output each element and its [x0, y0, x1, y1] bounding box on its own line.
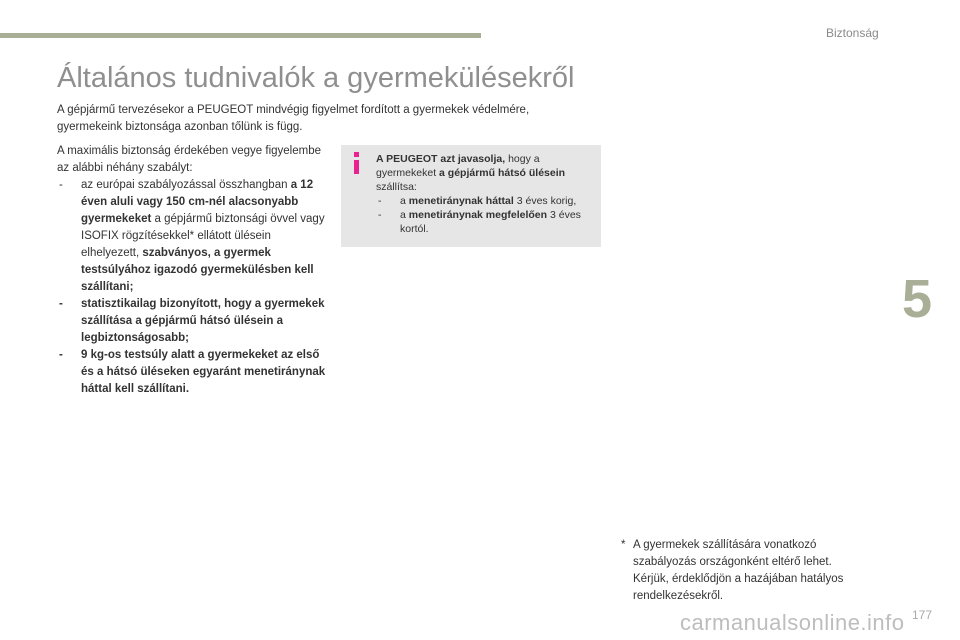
- chapter-number: 5: [902, 269, 933, 329]
- info-bold: a gépjármű hátsó ülésein: [439, 167, 566, 179]
- footnote-star: *: [621, 539, 626, 551]
- info-text-span: a: [400, 209, 406, 221]
- intro-paragraph: A gépjármű tervezésekor a PEUGEOT mindvégig figyelmet fordított a gyermekek védelmére, gyermekeink biztonsága azonban tőlünk is függ.: [57, 104, 530, 133]
- rule-item: [57, 347, 332, 398]
- watermark: carmanualsonline.info: [680, 610, 905, 635]
- page-number: 177: [912, 608, 933, 622]
- info-list-item: [376, 208, 598, 236]
- info-dash: -: [378, 195, 382, 207]
- info-text-span: 3 éves korig,: [516, 195, 577, 207]
- rule-item: [57, 177, 332, 296]
- info-text: [376, 152, 598, 236]
- top-accent-bar: [0, 33, 481, 38]
- footnote-text: A gyermekek szállítására vonatkozó szabályozás országonként eltérő lehet. Kérjük, érdeklődjön a hazájában hatályos rendelkezésekről.: [633, 539, 844, 602]
- rule-text-bold: statisztikailag bizonyított, hogy a gyermekek szállítása a gépjármű hátsó ülésein a legbiztonságosabb;: [81, 298, 325, 344]
- section-label: Biztonság: [826, 26, 879, 40]
- rule-dash: -: [59, 349, 63, 361]
- rule-text-bold: szabványos, a gyermek testsúlyához igazodó gyermekülésben kell szállítani;: [81, 247, 314, 293]
- rule-text-bold: 9 kg-os testsúly alatt a gyermekeket az első és a hátsó üléseken egyaránt menetiránynak háttal kell szállítani.: [81, 349, 326, 395]
- info-text-span: szállítsa:: [376, 181, 417, 193]
- rules-lead: A maximális biztonság érdekében vegye figyelembe az alábbi néhány szabályt:: [57, 145, 322, 174]
- info-dash: -: [378, 209, 382, 221]
- page-title: Általános tudnivalók a gyermekülésekről: [57, 62, 575, 94]
- rule-text: a gépjármű biztonsági övvel vagy ISOFIX rögzítésekkel* ellátott ülésein elhelyezett,: [81, 213, 325, 259]
- rule-text: az európai szabályozással összhangban: [81, 179, 288, 191]
- info-text-span: hogy a gyermekeket: [376, 153, 540, 179]
- info-bold: A PEUGEOT azt javasolja,: [376, 153, 506, 165]
- info-box: [341, 145, 601, 247]
- info-icon: [350, 152, 363, 174]
- info-text-span: 3 éves kortól.: [400, 209, 581, 235]
- info-text-span: a: [400, 195, 406, 207]
- info-list-item: [376, 194, 598, 208]
- safety-rules: [57, 143, 332, 398]
- footnote: [621, 537, 866, 605]
- rule-dash: -: [59, 179, 63, 191]
- info-paragraph: [376, 152, 598, 194]
- info-bold: menetiránynak háttal: [408, 195, 514, 207]
- rule-item: [57, 296, 332, 347]
- rule-text-bold: a 12 éven aluli vagy 150 cm-nél alacsonyabb gyermekeket: [81, 179, 314, 225]
- info-bold: menetiránynak megfelelően: [408, 209, 548, 221]
- rule-dash: -: [59, 298, 63, 310]
